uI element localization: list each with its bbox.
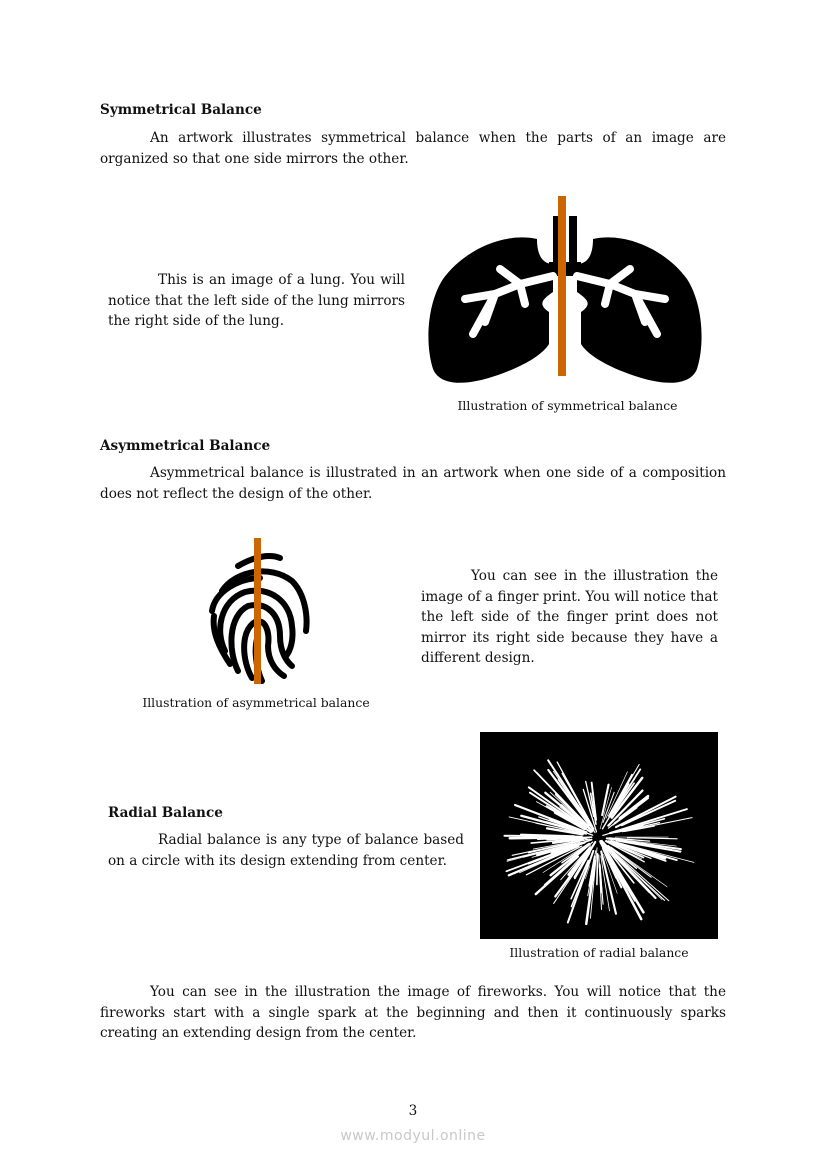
radial-caption: Illustration of radial balance xyxy=(509,945,689,960)
fingerprint-description: You can see in the illustration the image of a finger print. You will notice that the left side of the finger print does not mirror its right side because they have a different design. xyxy=(421,568,718,667)
asymmetrical-caption: Illustration of asymmetrical balance xyxy=(142,695,370,710)
symmetrical-caption: Illustration of symmetrical balance xyxy=(457,398,678,413)
page-number: 3 xyxy=(408,1103,418,1119)
heading-radial: Radial Balance xyxy=(108,805,223,821)
asymmetrical-intro: Asymmetrical balance is illustrated in an artwork when one side of a composition does not reflect the design of the other. xyxy=(100,465,726,502)
fingerprint-illustration xyxy=(200,536,315,686)
lung-description: This is an image of a lung. You will notice that the left side of the lung mirrors the right side of the lung. xyxy=(108,272,405,330)
lung-illustration xyxy=(425,194,705,388)
asymmetry-axis-line xyxy=(254,538,261,684)
fireworks-illustration xyxy=(480,732,718,939)
fireworks-description: You can see in the illustration the image of fireworks. You will notice that the fireworks start with a single spark at the beginning and then it continuously sparks creating an extending design from the center. xyxy=(100,984,726,1042)
symmetrical-intro: An artwork illustrates symmetrical balance when the parts of an image are organized so that one side mirrors the other. xyxy=(100,130,726,167)
heading-asymmetrical: Asymmetrical Balance xyxy=(100,438,271,454)
radial-intro: Radial balance is any type of balance based on a circle with its design extending from center. xyxy=(108,832,464,869)
symmetry-axis-line xyxy=(558,196,566,376)
firework-ray xyxy=(597,854,598,885)
heading-symmetrical: Symmetrical Balance xyxy=(100,102,262,118)
watermark: www.modyul.online xyxy=(340,1128,486,1144)
